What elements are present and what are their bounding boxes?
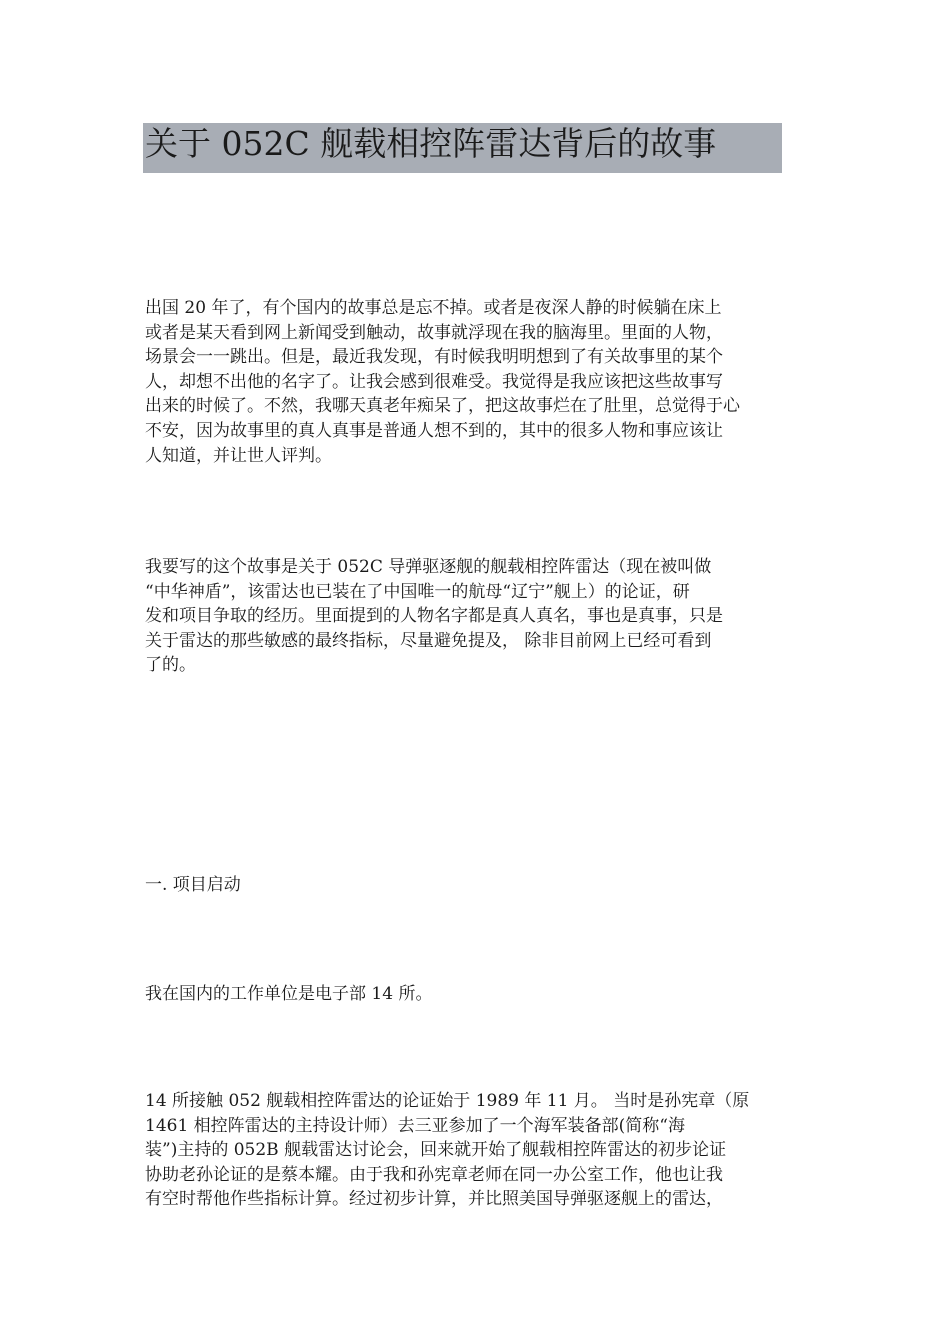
paragraph-line: 出国 20 年了，有个国内的故事总是忘不掉。或者是夜深人静的时候躺在床上: [145, 298, 722, 318]
paragraph-line: 或者是某天看到网上新闻受到触动，故事就浮现在我的脑海里。里面的人物，: [145, 322, 723, 343]
paragraph-line: 14 所接触 052 舰载相控阵雷达的论证始于 1989 年 11 月。 当时是孙宪章（原: [145, 1091, 750, 1111]
paragraph-line: 装”)主持的 052B 舰载雷达讨论会，回来就开始了舰载相控阵雷达的初步论证: [145, 1140, 727, 1161]
paragraph-line: “中华神盾”，该雷达也已装在了中国唯一的航母“辽宁”舰上）的论证，研: [145, 581, 690, 602]
paragraph-line: 不安，因为故事里的真人真事是普通人想不到的，其中的很多人物和事应该让: [145, 420, 723, 441]
paragraph-line: 人，却想不出他的名字了。让我会感到很难受。我觉得是我应该把这些故事写: [145, 371, 723, 392]
paragraph-line: 出来的时候了。不然，我哪天真老年痴呆了，把这故事烂在了肚里，总觉得于心: [145, 396, 740, 417]
paragraph-line: 协助老孙论证的是蔡本耀。由于我和孙宪章老师在同一办公室工作，他也让我: [145, 1164, 723, 1185]
intro-paragraph: [145, 296, 785, 468]
paragraph-line: 人知道，并让世人评判。: [145, 445, 332, 466]
workplace-paragraph: [145, 982, 785, 1007]
paragraph-line: 我在国内的工作单位是电子部 14 所。: [145, 984, 433, 1004]
paragraph-line: 发和项目争取的经历。里面提到的人物名字都是真人真名，事也是真事，只是: [145, 606, 723, 627]
paragraph-line: 关于雷达的那些敏感的最终指标，尽量避免提及， 除非目前网上已经可看到: [145, 630, 712, 651]
project-start-paragraph: [145, 1089, 785, 1212]
page-title: 关于 052C 舰载相控阵雷达背后的故事: [145, 124, 717, 163]
paragraph-line: 我要写的这个故事是关于 052C 导弹驱逐舰的舰载相控阵雷达（现在被叫做: [145, 557, 712, 577]
paragraph-line: 有空时帮他作些指标计算。经过初步计算，并比照美国导弹驱逐舰上的雷达，: [145, 1189, 723, 1210]
scope-paragraph: [145, 555, 785, 678]
section-heading: 一. 项目启动: [145, 875, 241, 895]
paragraph-line: 了的。: [145, 655, 196, 676]
paragraph-line: 1461 相控阵雷达的主持设计师）去三亚参加了一个海军装备部(简称“海: [145, 1115, 685, 1136]
paragraph-line: 场景会一一跳出。但是，最近我发现，有时候我明明想到了有关故事里的某个: [145, 347, 723, 368]
